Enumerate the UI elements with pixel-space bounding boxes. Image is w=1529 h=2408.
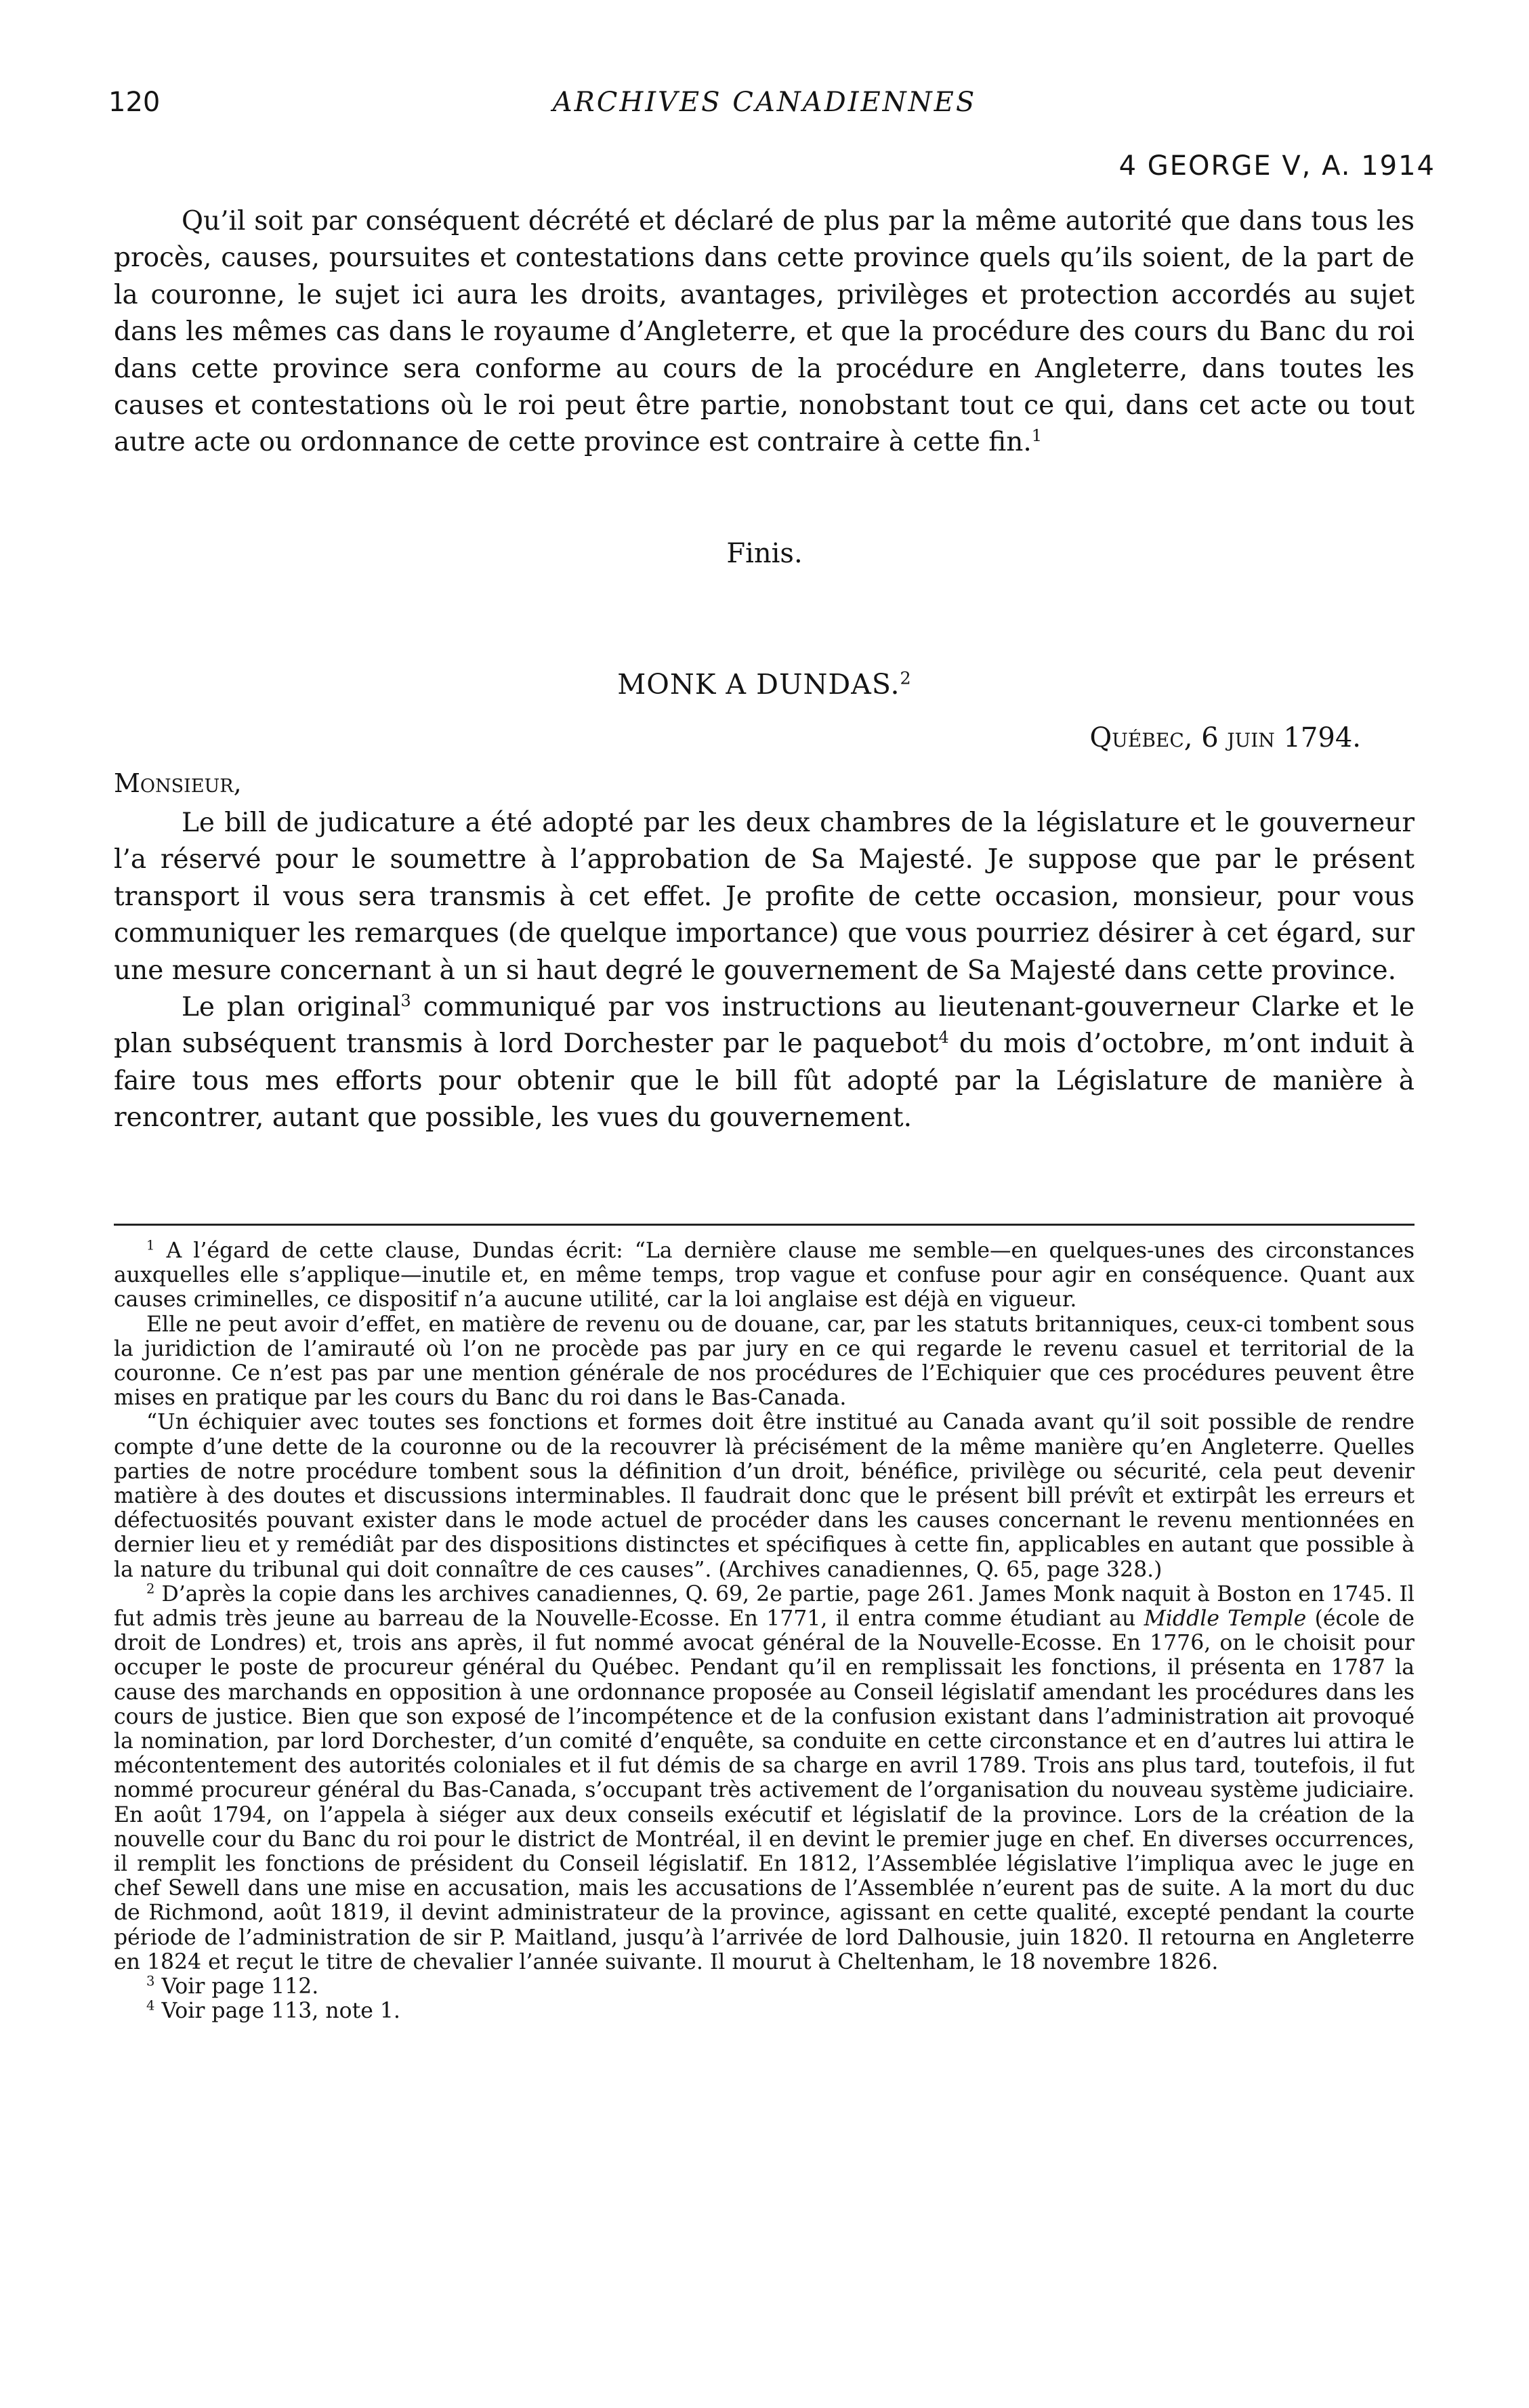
footnote-1-marker: 1 [146,1237,155,1253]
letter-paragraph-2-part-c: du mois d’octobre, m’ont induit à faire tous mes efforts pour obtenir que le bill fût adopté par la Législature de manière à rencontrer, autant que possible, les vues du gouvernement. [114,1029,1415,1134]
act-clause-paragraph [114,203,1415,461]
footnote-2-paragraph [114,1582,1415,1974]
footnote-ref-1: 1 [1031,426,1043,446]
footnote-3-marker: 3 [146,1973,155,1989]
footnote-ref-2: 2 [900,667,912,688]
finis-label: Finis. [726,538,803,569]
letter-salutation: Monsieur, [114,768,242,798]
footnote-1-paragraph-1 [114,1239,1415,1312]
footnote-4-marker: 4 [146,1997,155,2014]
letter-paragraph-2 [114,989,1415,1137]
letter-paragraph-2-part-a: Le plan original [182,992,401,1023]
footnote-ref-4: 4 [938,1028,949,1047]
letter-heading-text: MONK A DUNDAS. [617,668,900,701]
footnotes [114,1239,1415,2024]
footnote-2-text-b: (école de droit de Londres) et, trois ans après, il fut nommé avocat général de la Nouvelle-Ecosse. En 1776, on le choisit pour occuper le poste de procureur général du Québec. Pendant qu’il en remplissait les fonctions, il présenta en 1787 la cause des marchands en opposition à une ordonnance proposée au Conseil législatif amendant les procédures dans les cours de justice. Bien que son exposé de l’incompétence et de la confusion existant dans l’administration ait provoqué la nomination, par lord Dorchester, d’un comité d’enquête, sa conduite en cette circonstance et en d’autres lui attira le mécontentement des autorités coloniales et il fut démis de sa charge en avril 1789. Trois ans plus tard, toutefois, il fut nommé procureur général du Bas-Canada, s’occupant très activement de l’organisation du nouveau système judiciaire. En août 1794, on l’appela à siéger aux deux conseils exécutif et législatif de la province. Lors de la création de la nouvelle cour du Banc du roi pour le district de Montréal, il en devint le premier juge en chef. En diverses occurrences, il remplit les fonctions de président du Conseil législatif. En 1812, l’Assemblée législative l’impliqua avec le juge en chef Sewell dans une mise en accusation, mais les accusations de l’Assemblée n’eurent pas de suite. A la mort du duc de Richmond, août 1819, il devint administrateur de la province, agissant en cette qualité, excepté pendant la courte période de l’administration de sir P. Maitland, jusqu’à l’arrivée de lord Dalhousie, juin 1820. Il retourna en Angleterre en 1824 et reçut le titre de chevalier l’année suivante. Il mourut à Cheltenham, le 18 novembre 1826. [114,1606,1415,1974]
footnote-1-paragraph-2: Elle ne peut avoir d’effet, en matière de revenu ou de douane, car, par les statuts britanniques, ceux-ci tombent sous la juridiction de l’amirauté où l’on ne procède pas par jury en ce qui regarde le revenu casuel et territorial de la couronne. Ce n’est pas par une mention générale de nos procédures de l’Echiquier que ces procédures peuvent être mises en pratique par les cours du Banc du roi dans le Bas-Canada. [114,1312,1415,1411]
footnote-1-text-1: A l’égard de cette clause, Dundas écrit: “La dernière clause me semble—en quelques-unes des circonstances auxquelles elle s’applique—inutile et, en même temps, trop vague et confuse pour agir en conséquence. Quant aux causes criminelles, ce dispositif n’a aucune utilité, car la loi anglaise est déjà en vigueur. [114,1239,1415,1312]
letter-body [114,805,1415,1137]
footnote-2-marker: 2 [146,1581,155,1597]
act-clause-text: Qu’il soit par conséquent décrété et déclaré de plus par la même autorité que dans tous les procès, causes, poursuites et contestations dans cette province quels qu’ils soient, de la part de la couronne, le sujet ici aura les droits, avantages, privilèges et protection accordés au sujet dans les mêmes cas dans le royaume d’Angleterre, et que la procédure des cours du Banc du roi dans cette province sera conforme au cours de la procédure en Angleterre, dans toutes les causes et contestations où le roi peut être partie, nonobstant tout ce qui, dans cet acte ou tout autre acte ou ordonnance de cette province est contraire à cette fin. [114,206,1415,458]
footnote-3-paragraph [114,1974,1415,1999]
letter-paragraph-2-part-b: communiqué par vos instructions au lieutenant-gouverneur Clarke et le plan subséquent transmis à lord Dorchester par le paquebot [114,992,1415,1060]
footnote-4-text: Voir page 113, note 1. [161,1999,400,2024]
footnote-ref-3: 3 [400,991,411,1011]
footnote-4-paragraph [114,1999,1415,2023]
page-number: 120 [108,87,161,118]
letter-paragraph-1: Le bill de judicature a été adopté par les deux chambres de la législature et le gouverneur l’a réservé pour le soumettre à l’approbation de Sa Majesté. Je suppose que par le présent transport il vous sera transmis à cet effet. Je profite de cette occasion, monsieur, pour vous communiquer les remarques (de quelque importance) que vous pourriez désirer à cet égard, sur une mesure concernant à un si haut degré le gouvernement de Sa Majesté dans cette province. [114,808,1415,986]
footnote-divider [114,1224,1415,1226]
session-reference: 4 GEORGE V, A. 1914 [1118,150,1436,182]
top-text-block [114,203,1415,461]
journal-title: ARCHIVES CANADIENNES [552,87,977,118]
letter-heading [0,668,1529,701]
letter-place-date: Québec, 6 juin 1794. [1089,722,1361,753]
footnote-3-text: Voir page 112. [161,1974,319,1999]
footnote-2-text-a: D’après la copie dans les archives canadiennes, Q. 69, 2e partie, page 261. James Monk naquit à Boston en 1745. Il fut admis très jeune au barreau de la Nouvelle-Ecosse. En 1771, il entra comme étudiant au [114,1581,1415,1632]
running-head [108,87,1421,127]
footnote-2-italic-term: Middle Temple [1144,1606,1307,1632]
footnote-1-paragraph-3: “Un échiquier avec toutes ses fonctions et formes doit être institué au Canada avant qu’il soit possible de rendre compte d’une dette de la couronne ou de la recouvrer là précisément de la même manière qu’en Angleterre. Quelles parties de notre procédure tombent sous la définition d’un droit, bénéfice, privilège ou sécurité, cela peut devenir matière à des doutes et discussions interminables. Il faudrait donc que le présent bill prévît et extirpât les erreurs et défectuosités pouvant exister dans le mode actuel de procéder dans les causes concernant le revenu mentionnées en dernier lieu et y remédiât par des dispositions distinctes et spécifiques à cette fin, applicables en autant que possible à la nature du tribunal qui doit connaître de ces causes”. (Archives canadiennes, Q. 65, page 328.) [114,1410,1415,1582]
